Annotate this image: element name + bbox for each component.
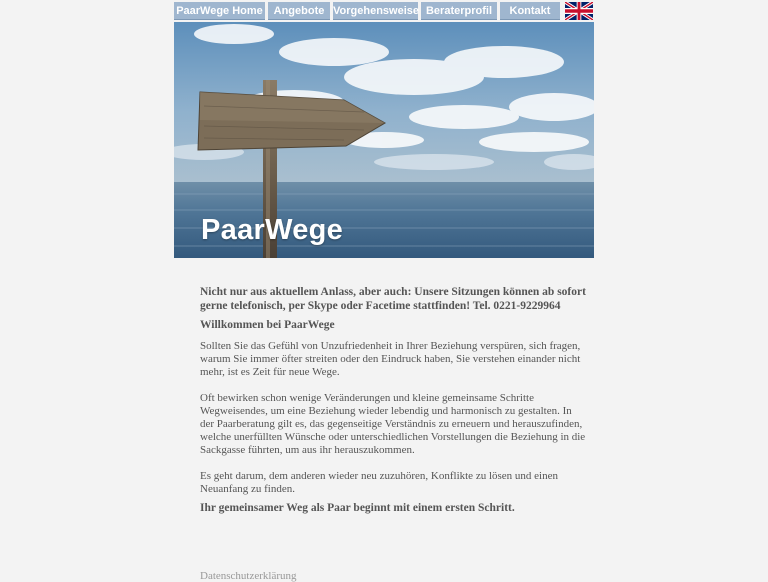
uk-flag-icon[interactable] — [565, 2, 593, 20]
nav-item-beraterprofil[interactable]: Beraterprofil — [421, 2, 497, 20]
intro-paragraph: Sollten Sie das Gefühl von Unzufriedenheit in Ihrer Beziehung verspüren, sich fragen, warum Sie immer öfter streiten oder den Eindruck haben, Sie verstehen einander nicht mehr, ist es Zeit für neue Wege. — [200, 340, 581, 378]
closing-statement: Ihr gemeinsamer Weg als Paar beginnt mit einem ersten Schritt. — [200, 502, 515, 514]
nav-item-home[interactable]: PaarWege Home — [174, 2, 265, 20]
main-content — [200, 286, 586, 515]
main-navigation — [174, 2, 560, 20]
welcome-heading: Willkommen bei PaarWege — [200, 319, 335, 331]
listening-paragraph: Es geht darum, dem anderen wieder neu zuzuhören, Konflikte zu lösen und einen Neuanfang zu finden. — [200, 470, 558, 495]
changes-paragraph: Oft bewirken schon wenige Veränderungen und kleine gemeinsame Schritte Wegweisendes, um eine Beziehung wieder lebendig und harmonisch zu gestalten. In der Paarberatung gilt es, das gegenseitige Verständnis zu erneuern und herauszufinden, welche unerfüllten Wünsche oder unterschiedlichen Vorstellungen die Beziehung in die Sackgasse führten, um aus ihr herauszukommen. — [200, 392, 586, 456]
hero-title: PaarWege — [201, 214, 344, 246]
nav-item-kontakt[interactable]: Kontakt — [500, 2, 560, 20]
privacy-link[interactable]: Datenschutzerklärung — [200, 570, 297, 582]
nav-item-vorgehensweise[interactable]: Vorgehensweise — [333, 2, 418, 20]
nav-item-angebote[interactable]: Angebote — [268, 2, 330, 20]
notice-text: Nicht nur aus aktuellem Anlass, aber auch: Unsere Sitzungen können ab sofort gerne telefonisch, per Skype oder Facetime stattfinden! Tel. 0221-9229964 — [200, 286, 586, 312]
hero-banner — [174, 22, 594, 258]
